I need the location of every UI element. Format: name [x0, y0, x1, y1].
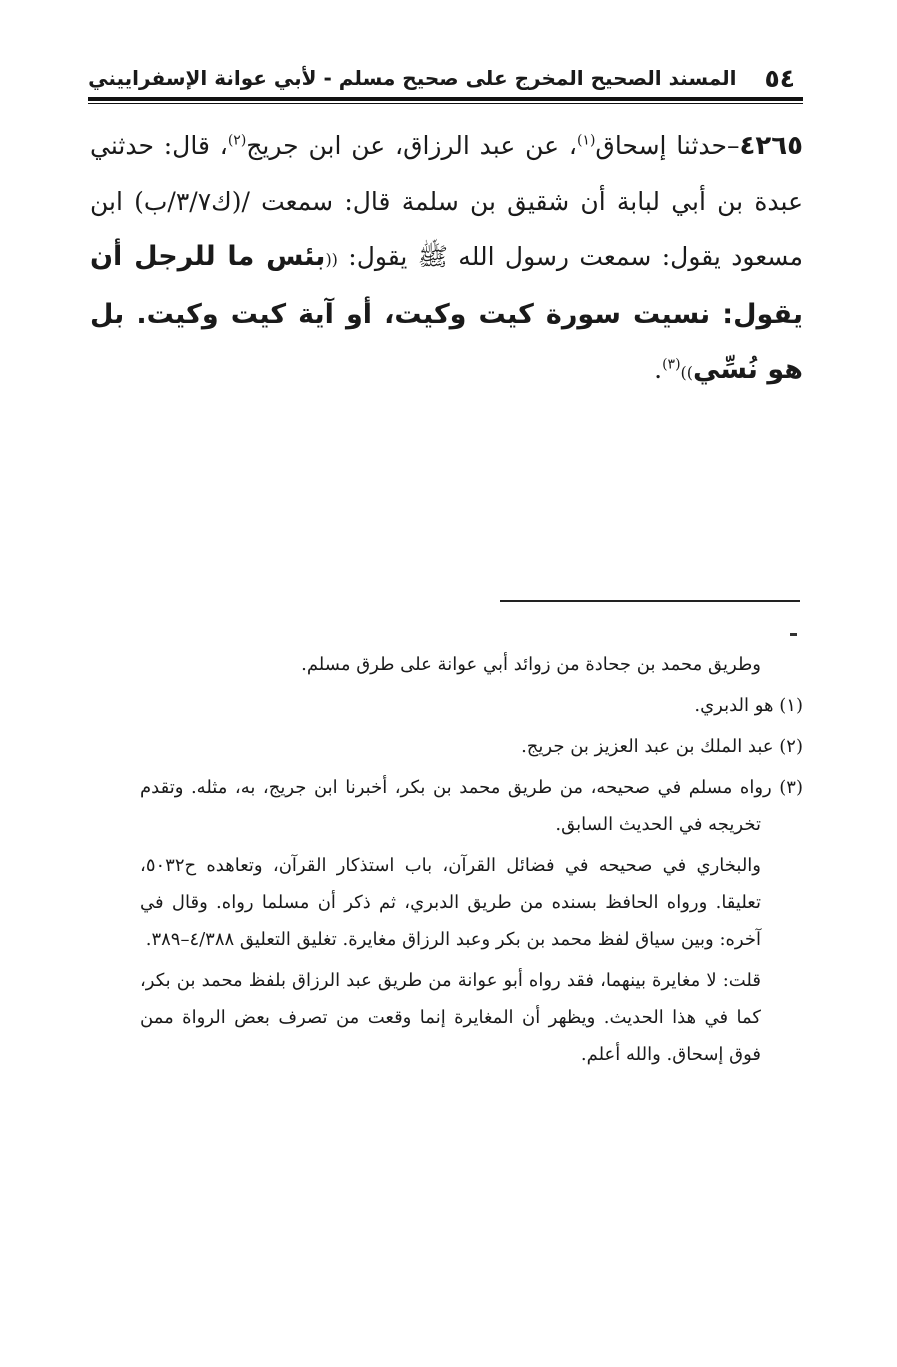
- footnote-separator: [500, 600, 800, 602]
- page-number: ٥٤: [764, 63, 795, 93]
- hadith-end: .: [654, 355, 663, 384]
- footnotes: [140, 646, 803, 1077]
- footnote-3: (٣) رواه مسلم في صحيحه، من طريق محمد بن بكر، أخبرنا ابن جريج، به، مثله. وتقدم تخريجه في الحديث السابق.: [140, 777, 803, 835]
- footnote-continuation: وطريق محمد بن جحادة من زوائد أبي عوانة على طرق مسلم.: [301, 654, 761, 675]
- hadith-matn: بئس ما للرجل أن يقول: نسيت سورة كيت وكيت، أو آية كيت وكيت. بل هو نُسِّي: [90, 241, 803, 385]
- footnote-ref-3: (٣): [662, 356, 681, 373]
- header-rule-thin: [88, 103, 803, 104]
- hadith-text: [90, 118, 803, 400]
- footnote-3-paragraph-3: قلت: لا مغايرة بينهما، فقد رواه أبو عوانة من طريق عبد الرزاق بلفظ محمد بن بكر، كما في هذا الحديث. ويظهر أن المغايرة إنما وقعت من تصرف بعض الرواة ممن فوق إسحاق. والله أعلم.: [140, 970, 761, 1065]
- quote-close: )): [680, 363, 694, 382]
- header-rule-thick: [88, 97, 803, 101]
- hadith-paragraph: [90, 118, 803, 400]
- running-title: المسند الصحيح المخرج على صحيح مسلم - لأبي عوانة الإسفراييني: [88, 66, 737, 90]
- isnad-part-2: ، عن عبد الرزاق، عن ابن جريج: [246, 131, 577, 160]
- hadith-number: ٤٢٦٥: [739, 131, 803, 161]
- footnote-3-paragraph-2: والبخاري في صحيحه في فضائل القرآن، باب استذكار القرآن، وتعاهده ح٥٠٣٢، تعليقا. ورواه الحافظ بسنده من طريق الدبري، ثم ذكر أن مسلما رواه. وقال في آخره: وبين سياق لفظ محمد بن بكر وعبد الرزاق مغايرة. تغليق التعليق ٤/٣٨٨–٣٨٩.: [140, 855, 761, 950]
- footnote-1: (١) هو الدبري.: [694, 695, 803, 716]
- footnote-ref-2: (٢): [227, 132, 247, 149]
- footnote-ref-1: (١): [576, 132, 596, 149]
- footnote-2: (٢) عبد الملك بن عبد العزيز بن جريج.: [521, 736, 803, 757]
- footnote-continuation-mark: [790, 633, 797, 636]
- page-header: [88, 58, 803, 98]
- quote-open: ((: [325, 250, 338, 269]
- isnad-part-1: –حدثنا إسحاق: [595, 131, 740, 160]
- isnad-part-3: ، قال: حدثني عبدة بن أبي لبابة أن شقيق بن سلمة قال: سمعت /(ك٣/٧/ب) ابن مسعود يقول: سمعت رسول الله ﷺ يقول:: [90, 131, 804, 271]
